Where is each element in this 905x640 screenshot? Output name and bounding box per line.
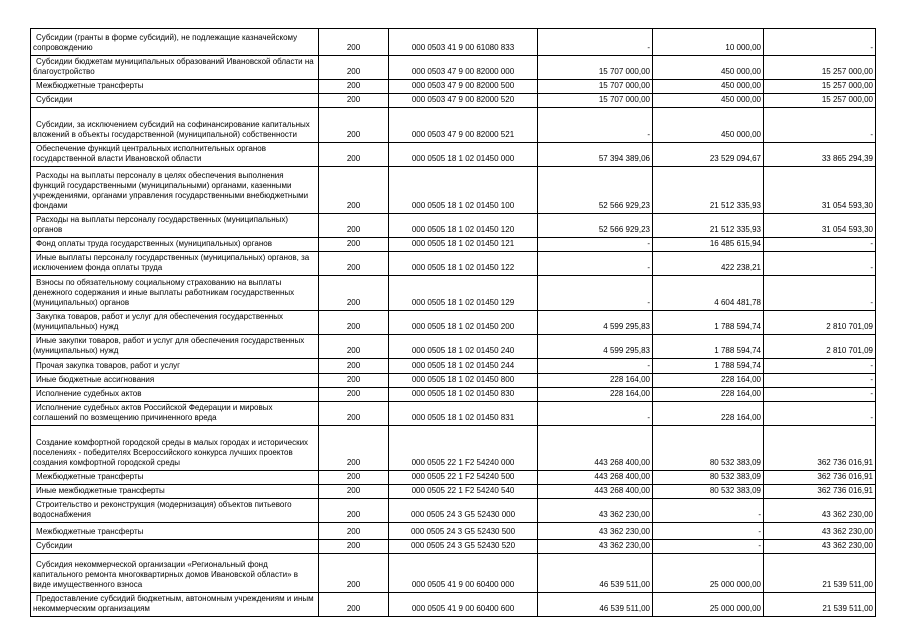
- expense-type-code-cell: 200: [319, 388, 389, 402]
- amount-3-cell: 43 362 230,00: [764, 523, 876, 540]
- amount-1-cell: -: [538, 359, 653, 374]
- name-cell: Прочая закупка товаров, работ и услуг: [31, 359, 319, 374]
- expense-type-code-cell: 200: [319, 335, 389, 359]
- expense-type-code-cell: 200: [319, 94, 389, 108]
- name-cell: Иные бюджетные ассигнования: [31, 374, 319, 388]
- name-cell: Обеспечение функций центральных исполнительных органов государственной власти Ивановской области: [31, 143, 319, 167]
- amount-1-cell: 46 539 511,00: [538, 593, 653, 617]
- amount-1-cell: 43 362 230,00: [538, 523, 653, 540]
- kbk-code-cell: 000 0505 41 9 00 60400 600: [389, 593, 538, 617]
- table-row: [31, 402, 876, 426]
- kbk-code-cell: 000 0505 22 1 F2 54240 540: [389, 485, 538, 499]
- kbk-code-cell: 000 0505 24 3 G5 52430 000: [389, 499, 538, 523]
- amount-3-cell: 15 257 000,00: [764, 80, 876, 94]
- name-cell: Иные межбюджетные трансферты: [31, 485, 319, 499]
- name-cell: Субсидии (гранты в форме субсидий), не подлежащие казначейскому сопровождению: [31, 29, 319, 56]
- amount-3-cell: 362 736 016,91: [764, 485, 876, 499]
- amount-1-cell: 15 707 000,00: [538, 94, 653, 108]
- amount-2-cell: 450 000,00: [653, 94, 764, 108]
- expense-type-code-cell: 200: [319, 554, 389, 593]
- table-row: [31, 167, 876, 214]
- name-cell: Субсидия некоммерческой организации «Региональный фонд капитального ремонта многоквартирных домов Ивановской области» в виде имущественного взноса: [31, 554, 319, 593]
- amount-2-cell: 450 000,00: [653, 56, 764, 80]
- kbk-code-cell: 000 0505 18 1 02 01450 831: [389, 402, 538, 426]
- table-row: [31, 311, 876, 335]
- expense-type-code-cell: 200: [319, 471, 389, 485]
- name-cell: Предоставление субсидий бюджетным, автономным учреждениям и иным некоммерческим организациям: [31, 593, 319, 617]
- amount-2-cell: 16 485 615,94: [653, 238, 764, 252]
- table-row: [31, 540, 876, 554]
- kbk-code-cell: 000 0505 22 1 F2 54240 000: [389, 426, 538, 471]
- amount-2-cell: 21 512 335,93: [653, 167, 764, 214]
- amount-2-cell: 1 788 594,74: [653, 335, 764, 359]
- amount-1-cell: 43 362 230,00: [538, 540, 653, 554]
- amount-1-cell: 443 268 400,00: [538, 471, 653, 485]
- name-cell: Фонд оплаты труда государственных (муниципальных) органов: [31, 238, 319, 252]
- amount-1-cell: -: [538, 29, 653, 56]
- table-row: [31, 374, 876, 388]
- amount-2-cell: 422 238,21: [653, 252, 764, 276]
- table-row: [31, 214, 876, 238]
- kbk-code-cell: 000 0503 47 9 00 82000 500: [389, 80, 538, 94]
- table-row: [31, 485, 876, 499]
- table-row: [31, 238, 876, 252]
- kbk-code-cell: 000 0505 18 1 02 01450 244: [389, 359, 538, 374]
- table-row: [31, 80, 876, 94]
- expense-type-code-cell: 200: [319, 276, 389, 311]
- amount-3-cell: -: [764, 238, 876, 252]
- amount-2-cell: 1 788 594,74: [653, 359, 764, 374]
- amount-2-cell: 80 532 383,09: [653, 471, 764, 485]
- amount-1-cell: 228 164,00: [538, 374, 653, 388]
- amount-2-cell: -: [653, 523, 764, 540]
- name-cell: Взносы по обязательному социальному страхованию на выплаты денежного содержания и иные выплаты работникам государственных (муниципальных) органов: [31, 276, 319, 311]
- table-row: [31, 56, 876, 80]
- amount-2-cell: -: [653, 540, 764, 554]
- amount-2-cell: 228 164,00: [653, 388, 764, 402]
- expense-type-code-cell: 200: [319, 56, 389, 80]
- name-cell: Расходы на выплаты персоналу в целях обеспечения выполнения функций государственными (муниципальными) органами, казенными учреждениями, органами управления государственными внебюджетными фондами: [31, 167, 319, 214]
- amount-3-cell: -: [764, 388, 876, 402]
- amount-1-cell: -: [538, 252, 653, 276]
- amount-3-cell: 362 736 016,91: [764, 426, 876, 471]
- amount-2-cell: 450 000,00: [653, 108, 764, 143]
- kbk-code-cell: 000 0503 47 9 00 82000 521: [389, 108, 538, 143]
- amount-2-cell: 4 604 481,78: [653, 276, 764, 311]
- expense-type-code-cell: 200: [319, 499, 389, 523]
- name-cell: Создание комфортной городской среды в малых городах и исторических поселениях - победителях Всероссийского конкурса лучших проектов создания комфортной городской среды: [31, 426, 319, 471]
- amount-1-cell: 443 268 400,00: [538, 426, 653, 471]
- name-cell: Субсидии: [31, 94, 319, 108]
- amount-3-cell: 43 362 230,00: [764, 499, 876, 523]
- name-cell: Субсидии, за исключением субсидий на софинансирование капитальных вложений в объекты государственной (муниципальной) собственности: [31, 108, 319, 143]
- table-row: [31, 593, 876, 617]
- kbk-code-cell: 000 0505 18 1 02 01450 800: [389, 374, 538, 388]
- name-cell: Строительство и реконструкция (модернизация) объектов питьевого водоснабжения: [31, 499, 319, 523]
- amount-1-cell: 4 599 295,83: [538, 311, 653, 335]
- name-cell: Исполнение судебных актов Российской Федерации и мировых соглашений по возмещению причиненного вреда: [31, 402, 319, 426]
- kbk-code-cell: 000 0505 18 1 02 01450 120: [389, 214, 538, 238]
- amount-1-cell: 15 707 000,00: [538, 80, 653, 94]
- budget-expenses-table: [30, 28, 876, 617]
- table-row: [31, 359, 876, 374]
- name-cell: Субсидии бюджетам муниципальных образований Ивановской области на благоустройство: [31, 56, 319, 80]
- amount-2-cell: 1 788 594,74: [653, 311, 764, 335]
- budget-report-page: [30, 28, 876, 617]
- amount-1-cell: 15 707 000,00: [538, 56, 653, 80]
- kbk-code-cell: 000 0505 18 1 02 01450 129: [389, 276, 538, 311]
- expense-type-code-cell: 200: [319, 311, 389, 335]
- amount-1-cell: 228 164,00: [538, 388, 653, 402]
- kbk-code-cell: 000 0503 47 9 00 82000 520: [389, 94, 538, 108]
- amount-1-cell: -: [538, 108, 653, 143]
- table-row: [31, 143, 876, 167]
- kbk-code-cell: 000 0505 22 1 F2 54240 500: [389, 471, 538, 485]
- amount-1-cell: -: [538, 238, 653, 252]
- table-row: [31, 276, 876, 311]
- amount-3-cell: 31 054 593,30: [764, 167, 876, 214]
- amount-3-cell: 2 810 701,09: [764, 311, 876, 335]
- expense-type-code-cell: 200: [319, 252, 389, 276]
- amount-1-cell: -: [538, 402, 653, 426]
- amount-3-cell: 31 054 593,30: [764, 214, 876, 238]
- expense-type-code-cell: 200: [319, 167, 389, 214]
- amount-3-cell: -: [764, 402, 876, 426]
- kbk-code-cell: 000 0505 18 1 02 01450 122: [389, 252, 538, 276]
- amount-2-cell: 80 532 383,09: [653, 485, 764, 499]
- kbk-code-cell: 000 0505 18 1 02 01450 200: [389, 311, 538, 335]
- kbk-code-cell: 000 0505 24 3 G5 52430 500: [389, 523, 538, 540]
- expense-type-code-cell: 200: [319, 402, 389, 426]
- amount-1-cell: 443 268 400,00: [538, 485, 653, 499]
- name-cell: Закупка товаров, работ и услуг для обеспечения государственных (муниципальных) нужд: [31, 311, 319, 335]
- expense-type-code-cell: 200: [319, 359, 389, 374]
- expense-type-code-cell: 200: [319, 485, 389, 499]
- amount-2-cell: 228 164,00: [653, 402, 764, 426]
- amount-3-cell: 2 810 701,09: [764, 335, 876, 359]
- expense-type-code-cell: 200: [319, 108, 389, 143]
- amount-3-cell: 21 539 511,00: [764, 554, 876, 593]
- table-row: [31, 426, 876, 471]
- table-row: [31, 554, 876, 593]
- name-cell: Субсидии: [31, 540, 319, 554]
- amount-3-cell: -: [764, 29, 876, 56]
- budget-table-body: [31, 29, 876, 617]
- name-cell: Исполнение судебных актов: [31, 388, 319, 402]
- amount-3-cell: 33 865 294,39: [764, 143, 876, 167]
- expense-type-code-cell: 200: [319, 143, 389, 167]
- kbk-code-cell: 000 0505 18 1 02 01450 240: [389, 335, 538, 359]
- kbk-code-cell: 000 0505 18 1 02 01450 830: [389, 388, 538, 402]
- table-row: [31, 471, 876, 485]
- expense-type-code-cell: 200: [319, 80, 389, 94]
- table-row: [31, 523, 876, 540]
- amount-1-cell: 43 362 230,00: [538, 499, 653, 523]
- amount-2-cell: 23 529 094,67: [653, 143, 764, 167]
- expense-type-code-cell: 200: [319, 540, 389, 554]
- expense-type-code-cell: 200: [319, 593, 389, 617]
- name-cell: Межбюджетные трансферты: [31, 523, 319, 540]
- amount-2-cell: 10 000,00: [653, 29, 764, 56]
- kbk-code-cell: 000 0505 18 1 02 01450 100: [389, 167, 538, 214]
- expense-type-code-cell: 200: [319, 374, 389, 388]
- amount-3-cell: 15 257 000,00: [764, 94, 876, 108]
- name-cell: Расходы на выплаты персоналу государственных (муниципальных) органов: [31, 214, 319, 238]
- expense-type-code-cell: 200: [319, 29, 389, 56]
- kbk-code-cell: 000 0505 24 3 G5 52430 520: [389, 540, 538, 554]
- table-row: [31, 252, 876, 276]
- kbk-code-cell: 000 0503 47 9 00 82000 000: [389, 56, 538, 80]
- table-row: [31, 94, 876, 108]
- amount-2-cell: 228 164,00: [653, 374, 764, 388]
- amount-3-cell: -: [764, 374, 876, 388]
- kbk-code-cell: 000 0505 18 1 02 01450 121: [389, 238, 538, 252]
- amount-3-cell: -: [764, 276, 876, 311]
- amount-1-cell: -: [538, 276, 653, 311]
- amount-1-cell: 52 566 929,23: [538, 214, 653, 238]
- name-cell: Межбюджетные трансферты: [31, 471, 319, 485]
- kbk-code-cell: 000 0505 41 9 00 60400 000: [389, 554, 538, 593]
- amount-1-cell: 46 539 511,00: [538, 554, 653, 593]
- amount-2-cell: 25 000 000,00: [653, 593, 764, 617]
- kbk-code-cell: 000 0503 41 9 00 61080 833: [389, 29, 538, 56]
- table-row: [31, 499, 876, 523]
- name-cell: Иные закупки товаров, работ и услуг для обеспечения государственных (муниципальных) нужд: [31, 335, 319, 359]
- amount-2-cell: 80 532 383,09: [653, 426, 764, 471]
- amount-3-cell: 43 362 230,00: [764, 540, 876, 554]
- table-row: [31, 335, 876, 359]
- table-row: [31, 29, 876, 56]
- amount-3-cell: -: [764, 252, 876, 276]
- amount-2-cell: -: [653, 499, 764, 523]
- expense-type-code-cell: 200: [319, 523, 389, 540]
- amount-3-cell: 362 736 016,91: [764, 471, 876, 485]
- amount-2-cell: 25 000 000,00: [653, 554, 764, 593]
- amount-1-cell: 57 394 389,06: [538, 143, 653, 167]
- amount-3-cell: -: [764, 108, 876, 143]
- amount-3-cell: 15 257 000,00: [764, 56, 876, 80]
- amount-3-cell: 21 539 511,00: [764, 593, 876, 617]
- table-row: [31, 108, 876, 143]
- amount-1-cell: 4 599 295,83: [538, 335, 653, 359]
- expense-type-code-cell: 200: [319, 238, 389, 252]
- expense-type-code-cell: 200: [319, 426, 389, 471]
- kbk-code-cell: 000 0505 18 1 02 01450 000: [389, 143, 538, 167]
- table-row: [31, 388, 876, 402]
- name-cell: Иные выплаты персоналу государственных (муниципальных) органов, за исключением фонда оплаты труда: [31, 252, 319, 276]
- name-cell: Межбюджетные трансферты: [31, 80, 319, 94]
- amount-1-cell: 52 566 929,23: [538, 167, 653, 214]
- amount-2-cell: 450 000,00: [653, 80, 764, 94]
- amount-2-cell: 21 512 335,93: [653, 214, 764, 238]
- amount-3-cell: -: [764, 359, 876, 374]
- expense-type-code-cell: 200: [319, 214, 389, 238]
